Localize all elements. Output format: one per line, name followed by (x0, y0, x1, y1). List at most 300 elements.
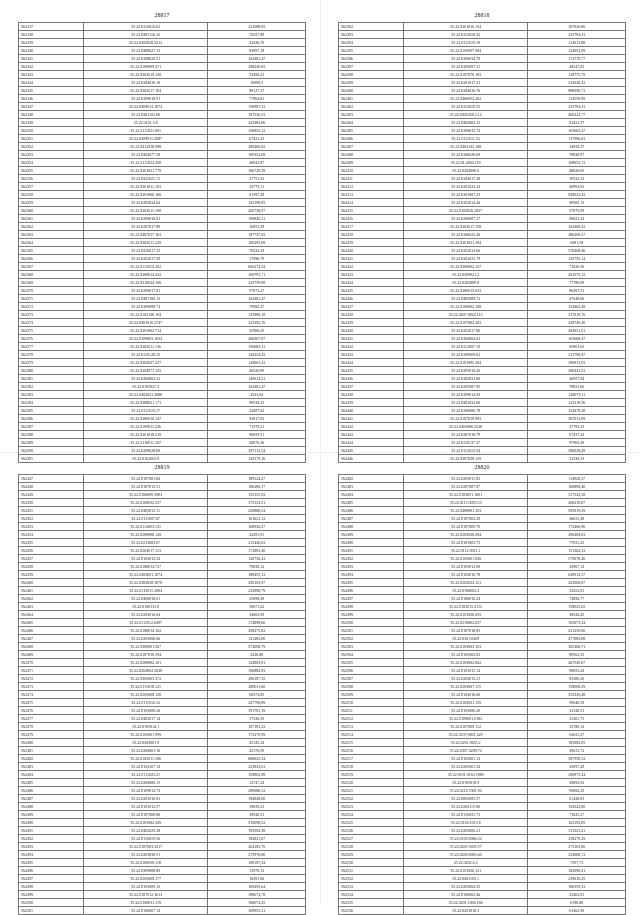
code-cell: 35.22.0402004.15 (403, 119, 528, 127)
code-cell: 35.22.0101004.349 (83, 819, 208, 827)
table-row (19, 779, 306, 787)
code-cell: 35.22.0114003.121 (83, 523, 208, 531)
code-cell: 35.22.0109018.91 (83, 95, 208, 103)
code-cell: 35.22.0111019.18 (403, 39, 528, 47)
code-cell: 35.22.0202011.136 (83, 343, 208, 351)
table-row (339, 247, 626, 255)
code-cell: 35.22.0107008.88 (83, 811, 208, 819)
table-row (19, 343, 306, 351)
row-id-cell: 562340 (19, 47, 84, 55)
row-id-cell: 562521 (339, 787, 404, 795)
table-row (19, 303, 306, 311)
amount-cell: 79560,47 (208, 303, 306, 311)
table-row (339, 327, 626, 335)
code-cell: 35.22.0204002.52 (83, 375, 208, 383)
table-row (19, 183, 306, 191)
table-row (19, 699, 306, 707)
code-cell: 35.22.0205001.54 (403, 763, 528, 771)
code-cell: 35.22.0107003.3217 (83, 843, 208, 851)
code-cell: 35.22.0302017.104 (83, 87, 208, 95)
table-row (339, 699, 626, 707)
amount-cell: 118775,79 (528, 71, 626, 79)
code-cell: 35.22.0110137.37 (403, 439, 528, 447)
table-row (339, 891, 626, 899)
row-id-cell: 562418 (339, 231, 404, 239)
amount-cell: 103663,47 (528, 127, 626, 135)
row-id-cell: 562517 (339, 755, 404, 763)
code-cell: 35.22.0102014.26 (403, 199, 528, 207)
row-id-cell: 562485 (339, 499, 404, 507)
row-id-cell: 562423 (339, 271, 404, 279)
row-id-cell: 562367 (19, 263, 84, 271)
amount-cell: 197737,92 (208, 231, 306, 239)
row-id-cell: 562474 (19, 691, 84, 699)
row-id-cell: 562503 (339, 643, 404, 651)
table-row (339, 143, 626, 151)
table-row (19, 407, 306, 415)
table-row (19, 415, 306, 423)
row-id-cell: 562469 (19, 651, 84, 659)
row-id-cell: 562408 (339, 151, 404, 159)
amount-cell: 174770,77 (528, 55, 626, 63)
row-id-cell: 562380 (19, 367, 84, 375)
amount-cell: 99500,13 (528, 199, 626, 207)
row-id-cell: 562499 (339, 611, 404, 619)
code-cell: 35.22.0204006.15 (83, 779, 208, 787)
amount-cell: 25176,99 (208, 747, 306, 755)
row-id-cell: 562470 (19, 659, 84, 667)
code-cell: 35.22.0405116.32 (83, 31, 208, 39)
code-cell: 35.22.0203011.168 (83, 207, 208, 215)
amount-cell: 162192,05 (528, 819, 626, 827)
amount-cell: 253823,61 (208, 763, 306, 771)
amount-cell: 70232,59 (208, 247, 306, 255)
table-row (339, 47, 626, 55)
table-row (19, 475, 306, 483)
row-id-cell: 562436 (339, 375, 404, 383)
row-id-cell: 562360 (19, 207, 84, 215)
table-row (339, 483, 626, 491)
table-row (19, 771, 306, 779)
code-cell: 35.22.0202015.21 (403, 675, 528, 683)
code-cell: 35.22.0107.0001.429 (403, 731, 528, 739)
table-row (19, 335, 306, 343)
amount-cell: 166729,59 (208, 167, 306, 175)
table-row (19, 247, 306, 255)
row-id-cell: 562498 (19, 883, 84, 891)
code-cell: 35.22.0302005.372 (83, 675, 208, 683)
row-id-cell: 562363 (19, 231, 84, 239)
table-row (339, 295, 626, 303)
amount-cell: 25145,24 (208, 739, 306, 747)
code-cell: 35.22.0102031.135 (403, 699, 528, 707)
table-row (19, 643, 306, 651)
code-cell: 35.22.0111023.21 (83, 771, 208, 779)
amount-cell: 16291,06 (208, 875, 306, 883)
amount-cell: 195592,38 (208, 827, 306, 835)
code-cell: 35.22.0304016.10 (83, 79, 208, 87)
row-id-cell: 562494 (339, 571, 404, 579)
code-cell: 35.22.0109014.93 (403, 391, 528, 399)
amount-cell: 570468,46 (528, 247, 626, 255)
table-row (19, 683, 306, 691)
code-cell: 35.22.0101012.57 (83, 803, 208, 811)
amount-cell: 13780,14 (528, 723, 626, 731)
amount-cell: 32452,91 (528, 587, 626, 595)
row-id-cell: 562535 (339, 899, 404, 907)
amount-cell: 225759,98 (208, 279, 306, 287)
code-cell: 35.22.0308001.567 (83, 643, 208, 651)
amount-cell: 48020,65 (528, 167, 626, 175)
table-row (19, 603, 306, 611)
row-id-cell: 562399 (339, 79, 404, 87)
code-cell: 35.22.0212003.67 (83, 539, 208, 547)
table-row (339, 627, 626, 635)
amount-cell: 255794,31 (528, 103, 626, 111)
row-id-cell: 562465 (19, 619, 84, 627)
amount-cell: 97965,39 (528, 439, 626, 447)
code-cell: 35.22.0106002.2 (403, 587, 528, 595)
table-row (339, 375, 626, 383)
table-row (19, 843, 306, 851)
table-row (339, 239, 626, 247)
code-cell: 35.22.0202004.35 (403, 883, 528, 891)
amount-cell: 298475,82 (208, 627, 306, 635)
amount-cell: 57075,99 (528, 207, 626, 215)
row-id-cell: 562439 (339, 399, 404, 407)
row-id-cell: 562518 (339, 763, 404, 771)
row-id-cell: 562352 (19, 143, 84, 151)
row-id-cell: 562376 (19, 335, 84, 343)
amount-cell: 78838,97 (528, 151, 626, 159)
row-id-cell: 562525 (339, 819, 404, 827)
row-id-cell: 562351 (19, 135, 84, 143)
row-id-cell: 562509 (339, 691, 404, 699)
code-cell: 35.22.0409001.103 (403, 507, 528, 515)
row-id-cell: 562466 (19, 627, 84, 635)
table-row (339, 287, 626, 295)
code-cell: 35.22.0106014.162 (83, 627, 208, 635)
row-id-cell: 562452 (19, 515, 84, 523)
code-cell: 35.22.0101007.23 (403, 191, 528, 199)
row-id-cell: 562404 (339, 119, 404, 127)
table-row (339, 223, 626, 231)
amount-cell: 211799,47 (528, 351, 626, 359)
amount-cell: 105073,34 (528, 619, 626, 627)
row-id-cell: 562412 (339, 183, 404, 191)
code-cell: 35.22.0112018.32 (403, 31, 528, 39)
code-cell: 35.22.0110128.25 (83, 351, 208, 359)
amount-cell: 40993,65 (528, 183, 626, 191)
row-id-cell: 562492 (19, 835, 84, 843)
row-id-cell: 562434 (339, 359, 404, 367)
code-cell: 35.22.0402021.2088 (83, 391, 208, 399)
row-id-cell: 562536 (339, 907, 404, 915)
row-id-cell: 562451 (19, 507, 84, 515)
table-row (339, 255, 626, 263)
amount-cell: 988390,73 (528, 87, 626, 95)
amount-cell: 83380,26 (528, 675, 626, 683)
code-cell: 35.22.0201016.154 (403, 23, 528, 31)
amount-cell: 2226,88 (208, 651, 306, 659)
table-row (339, 755, 626, 763)
row-id-cell: 562486 (339, 507, 404, 515)
row-id-cell: 562365 (19, 247, 84, 255)
row-id-cell: 562516 (339, 747, 404, 755)
amount-cell: 16851,58 (208, 223, 306, 231)
amount-cell: 158802,98 (208, 771, 306, 779)
row-id-cell: 562490 (19, 819, 84, 827)
code-cell: 35.22.0106023.26 (403, 231, 528, 239)
row-id-cell: 562504 (339, 651, 404, 659)
code-cell: 35.22.0403001.9 (83, 739, 208, 747)
amount-cell: 65801,65 (528, 343, 626, 351)
code-cell: 35.22.0201018.3 (403, 907, 528, 915)
amount-cell: 41261,75 (528, 715, 626, 723)
amount-cell: 290873,34 (528, 771, 626, 779)
row-id-cell: 562411 (339, 175, 404, 183)
code-cell: 35.22.0104003.103 (403, 643, 528, 651)
amount-cell: 36320,89 (208, 367, 306, 375)
amount-cell: 280011,60 (208, 683, 306, 691)
table-row (339, 531, 626, 539)
table-row (19, 71, 306, 79)
row-id-cell: 562532 (339, 875, 404, 883)
row-id-cell: 562461 (19, 587, 84, 595)
amount-cell: 71579,21 (208, 423, 306, 431)
row-id-cell: 562381 (19, 375, 84, 383)
table-row (19, 763, 306, 771)
row-id-cell: 562497 (339, 595, 404, 603)
code-cell: 35.22.0203006.66 (83, 635, 208, 643)
row-id-cell: 562448 (19, 483, 84, 491)
code-cell: 35.22.0404133.108 (403, 143, 528, 151)
code-cell: 35.22.0204017.113 (83, 547, 208, 555)
table-row (19, 167, 306, 175)
amount-cell: 63621,27 (528, 731, 626, 739)
code-cell: 35.22.0205008.177 (83, 875, 208, 883)
table-row (339, 867, 626, 875)
row-id-cell: 562427 (339, 303, 404, 311)
code-cell: 35.22.0207017.89 (83, 223, 208, 231)
code-cell: 35.22.0105.0066.22 (403, 835, 528, 843)
code-cell: 35.22.0102001.999 (83, 731, 208, 739)
table-row (339, 499, 626, 507)
amount-cell: 156855,12 (208, 127, 306, 135)
code-cell: 35.22.0401102.60 (83, 111, 208, 119)
code-cell: 35.22.0102140.104 (83, 311, 208, 319)
table-row (19, 731, 306, 739)
amount-cell: 185082,85 (528, 739, 626, 747)
code-cell: 35.22.0109011.236 (83, 423, 208, 431)
code-cell: 35.22.0106030.118 (83, 859, 208, 867)
table-row (19, 891, 306, 899)
table-row (339, 875, 626, 883)
page-number: 28820 (474, 465, 490, 471)
table-row (339, 635, 626, 643)
row-id-cell: 562395 (339, 47, 404, 55)
row-id-cell: 562490 (339, 539, 404, 547)
table-row (339, 571, 626, 579)
table-row (339, 439, 626, 447)
code-cell: 35.22.0110016.62 (83, 23, 208, 31)
code-cell: 35.22.0310024.106 (83, 279, 208, 287)
table-row (19, 423, 306, 431)
row-id-cell: 562396 (339, 55, 404, 63)
amount-cell: 264183,76 (208, 843, 306, 851)
table-row (19, 271, 306, 279)
row-id-cell: 562421 (339, 255, 404, 263)
table-row (339, 507, 626, 515)
amount-cell: 97072,47 (208, 287, 306, 295)
code-cell: 35.22.0111011.52 (403, 135, 528, 143)
amount-cell: 182990,41 (528, 867, 626, 875)
row-id-cell: 562491 (19, 827, 84, 835)
row-id-cell: 562482 (19, 755, 84, 763)
table-row (339, 851, 626, 859)
table-row (19, 239, 306, 247)
code-cell: 35.22.0111.0055.53 (403, 499, 528, 507)
amount-cell: 79038,12 (208, 563, 306, 571)
table-row (19, 39, 306, 47)
table-row (339, 415, 626, 423)
amount-cell: 31536,33 (528, 455, 626, 463)
table-row (19, 539, 306, 547)
amount-cell: 189524,27 (208, 475, 306, 483)
row-id-cell: 562487 (19, 795, 84, 803)
row-id-cell: 562397 (339, 63, 404, 71)
amount-cell: 46957,04 (528, 375, 626, 383)
table-row (339, 739, 626, 747)
code-cell: 35.22.0107002.29 (403, 515, 528, 523)
code-cell: 35.22.0109099.471 (83, 63, 208, 71)
code-cell: 35.22.0110019.56 (83, 835, 208, 843)
code-cell: 35.22.0101026.455 (403, 611, 528, 619)
table-row (339, 79, 626, 87)
row-id-cell: 562398 (339, 71, 404, 79)
amount-cell: 109955,21 (208, 907, 306, 915)
table-row (339, 595, 626, 603)
row-id-cell: 562413 (339, 191, 404, 199)
table-row (19, 263, 306, 271)
code-cell: 35.22.0108131.8 (83, 603, 208, 611)
amount-cell: 151362,32 (528, 547, 626, 555)
amount-cell: 25698,39 (208, 595, 306, 603)
code-cell: 35.22.01.2004.119 (403, 159, 528, 167)
row-id-cell: 562450 (19, 499, 84, 507)
table-row (339, 263, 626, 271)
table-row (19, 119, 306, 127)
amount-cell: 88127,37 (208, 87, 306, 95)
table-row (19, 223, 306, 231)
amount-cell: 6681,58 (528, 239, 626, 247)
code-cell: 35.22.0204016.64 (83, 611, 208, 619)
table-row (19, 215, 306, 223)
amount-cell: 61420,03 (528, 795, 626, 803)
table-row (339, 423, 626, 431)
row-id-cell: 562350 (19, 127, 84, 135)
code-cell: 35.22.0303028.3078 (83, 579, 208, 587)
code-cell: 35.22.0208028.60 (83, 447, 208, 455)
amount-cell: 99053,44 (528, 667, 626, 675)
code-cell: 35.22.0101095.294 (403, 359, 528, 367)
table-row (339, 827, 626, 835)
amount-cell: 96021,44 (528, 215, 626, 223)
code-cell: 35.22.0111023.458 (83, 159, 208, 167)
amount-cell: 162409,42 (528, 223, 626, 231)
code-cell: 35.22.0101026.121 (403, 867, 528, 875)
table-row (19, 135, 306, 143)
code-cell: 35.22.0105002.03 (403, 651, 528, 659)
amount-cell: 174898,66 (208, 619, 306, 627)
code-cell: 35.22.0307028.119 (403, 455, 528, 463)
code-cell: 35.22.0204115.80 (403, 803, 528, 811)
row-id-cell: 562485 (19, 779, 84, 787)
amount-cell: 46631,48 (528, 515, 626, 523)
row-id-cell: 562495 (339, 579, 404, 587)
code-cell: 35.22.0103012.54 (83, 555, 208, 563)
row-id-cell: 562406 (339, 135, 404, 143)
row-id-cell: 562383 (19, 391, 84, 399)
amount-cell: 18940,31 (208, 811, 306, 819)
code-cell: 35.22.0202024.121 (403, 579, 528, 587)
code-cell: 35.22.0109014.73 (83, 787, 208, 795)
table-row (19, 667, 306, 675)
code-cell: 35.22.0104017.28 (403, 175, 528, 183)
table-row (19, 447, 306, 455)
code-cell: 35.22.0112010.55 (403, 103, 528, 111)
code-cell: 35.22.0201023.24 (403, 183, 528, 191)
row-id-cell: 562522 (339, 795, 404, 803)
code-cell: 35.22.0104002.63 (403, 335, 528, 343)
amount-cell: 74856,77 (528, 595, 626, 603)
amount-cell: 268418,07 (528, 499, 626, 507)
code-cell: 35.22.0002005.57 (403, 795, 528, 803)
table-row (19, 127, 306, 135)
table-row (19, 803, 306, 811)
amount-cell: 247799,89 (208, 699, 306, 707)
row-id-cell: 562364 (19, 239, 84, 247)
amount-cell: 260738,97 (208, 207, 306, 215)
code-cell: 35.22.0201017.21 (403, 79, 528, 87)
code-cell: 35.22.0201018.219 (83, 431, 208, 439)
amount-cell: 162481,47 (208, 55, 306, 63)
table-row (19, 199, 306, 207)
amount-cell: 128073,11 (528, 391, 626, 399)
row-id-cell: 562373 (19, 311, 84, 319)
table-row (339, 675, 626, 683)
data-table (338, 474, 626, 915)
amount-cell: 12747,24 (208, 779, 306, 787)
table-row (339, 175, 626, 183)
code-cell: 35.22.0407100.13 (83, 295, 208, 303)
row-id-cell: 562526 (339, 827, 404, 835)
table-row (19, 795, 306, 803)
amount-cell: 109295,69 (208, 239, 306, 247)
table-row (19, 635, 306, 643)
table-row (339, 71, 626, 79)
code-cell: 35.22.0102031.88 (403, 375, 528, 383)
table-row (19, 111, 306, 119)
amount-cell: 600274,54 (208, 263, 306, 271)
code-cell: 35.22.0109099.74 (83, 303, 208, 311)
code-cell: 35.22.0112007.10 (403, 343, 528, 351)
table-row (339, 351, 626, 359)
amount-cell: 83421,57 (528, 119, 626, 127)
code-cell: 35.22.0105001.026 (403, 555, 528, 563)
table-row (19, 747, 306, 755)
table-row (339, 771, 626, 779)
